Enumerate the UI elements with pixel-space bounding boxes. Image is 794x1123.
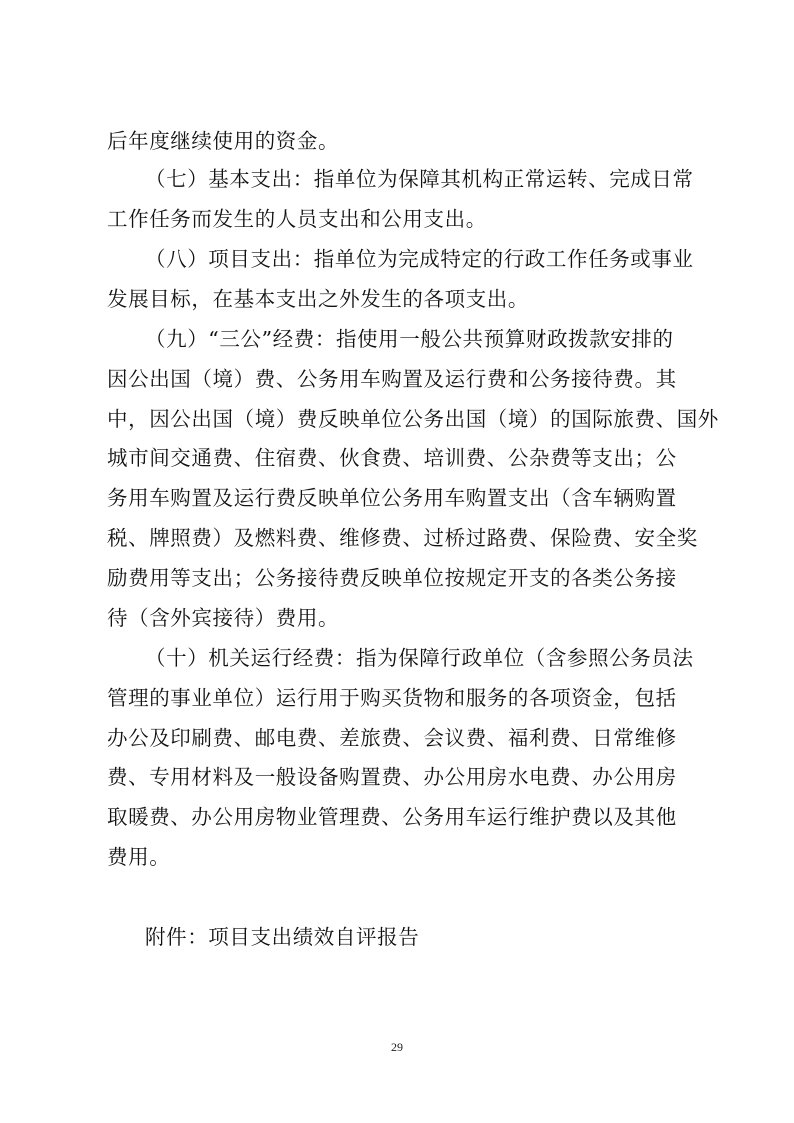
page-number: 29	[391, 1040, 403, 1054]
text-line: 办公及印刷费、邮电费、差旅费、会议费、福利费、日常维修	[107, 726, 677, 750]
text-line: 取暖费、办公用房物业管理费、公务用车运行维护费以及其他	[107, 805, 677, 829]
text-line: 中，因公出国（境）费反映单位公务出国（境）的国际旅费、国外	[107, 407, 719, 431]
attachment-link[interactable]: 附件：项目支出绩效自评报告	[145, 925, 420, 949]
text-line: 待（含外宾接待）费用。	[107, 606, 340, 630]
text-line: 管理的事业单位）运行用于购买货物和服务的各项资金，包括	[107, 686, 677, 710]
text-line: 励费用等支出；公务接待费反映单位按规定开支的各类公务接	[107, 566, 677, 590]
text-line: （八）项目支出：指单位为完成特定的行政工作任务或事业	[145, 247, 694, 271]
text-line: 后年度继续使用的资金。	[107, 129, 340, 153]
text-line: （十）机关运行经费：指为保障行政单位（含参照公务员法	[145, 646, 694, 670]
text-line: 务用车购置及运行费反映单位公务用车购置支出（含车辆购置	[107, 486, 677, 510]
text-line: 工作任务而发生的人员支出和公用支出。	[107, 207, 487, 231]
text-line: 城市间交通费、住宿费、伙食费、培训费、公杂费等支出；公	[107, 446, 677, 470]
text-line: 因公出国（境）费、公务用车购置及运行费和公务接待费。其	[107, 367, 677, 391]
text-line: 费、专用材料及一般设备购置费、办公用房水电费、办公用房	[107, 765, 677, 789]
text-line: （七）基本支出：指单位为保障其机构正常运转、完成日常	[145, 167, 694, 191]
text-line: 税、牌照费）及燃料费、维修费、过桥过路费、保险费、安全奖	[107, 526, 698, 550]
text-line: 发展目标，在基本支出之外发生的各项支出。	[107, 287, 529, 311]
text-line: 费用。	[107, 845, 171, 869]
text-line: （九）“三公”经费：指使用一般公共预算财政拨款安排的	[145, 327, 674, 351]
